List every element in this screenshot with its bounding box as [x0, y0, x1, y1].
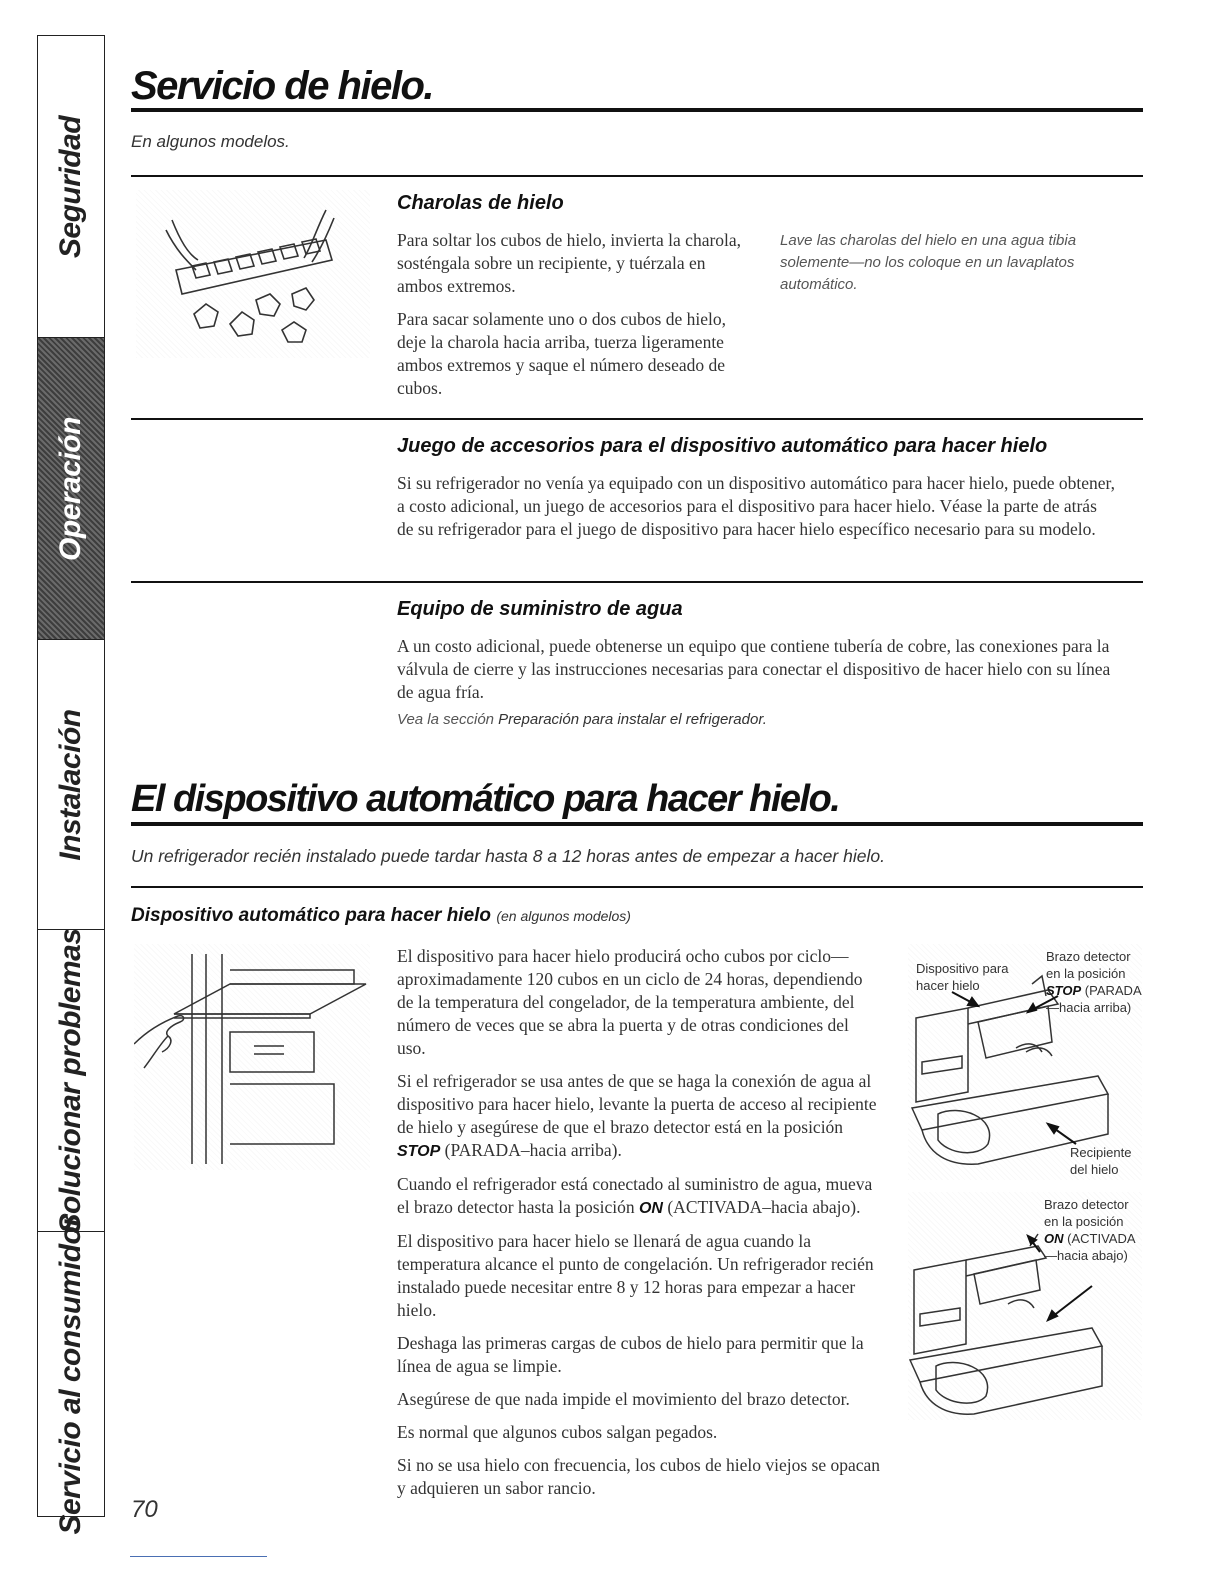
tab-solucionar-problemas[interactable] — [38, 927, 104, 1234]
divider — [131, 581, 1143, 583]
ice-tray-illustration — [136, 190, 370, 358]
tab-label: Operación — [54, 416, 87, 561]
sub-heading-text: Dispositivo automático para hacer hielo — [131, 905, 492, 926]
bottom-link-line — [130, 1556, 267, 1557]
callout-text: Brazo detector en la posición — [1046, 949, 1131, 981]
callout-on-label: ON — [1044, 1231, 1064, 1246]
juego-body — [397, 472, 1117, 551]
stop-label: STOP — [397, 1143, 441, 1160]
tab-seguridad[interactable] — [38, 36, 104, 338]
dispositivo-paragraph-1: El dispositivo para hacer hielo producirá ocho cubos por ciclo—aproximadamente 120 cubos en un ciclo de 24 horas, dependiendo de la temperatura del congelador, de la temperatura ambiente, del número de veces que se abra la puerta y de otras condiciones del uso. — [397, 946, 863, 1058]
ice-tray-icon — [136, 190, 370, 358]
divider — [131, 418, 1143, 420]
equipo-body — [397, 635, 1117, 731]
section-note: Un refrigerador recién instalado puede tardar hasta 8 a 12 horas antes de empezar a hacer hielo. — [131, 846, 885, 866]
on-label: ON — [638, 1200, 663, 1217]
freezer-door-illustration — [134, 944, 370, 1170]
icemaker-on-illustration — [908, 1192, 1142, 1420]
tab-servicio-al-consumidor[interactable] — [38, 1215, 104, 1535]
tab-label: Instalación — [54, 708, 87, 861]
dispositivo-paragraph-2 — [397, 1070, 881, 1163]
dispositivo-paragraph-8: Si no se usa hielo con frecuencia, los cubos de hielo viejos se opacan y adquieren un sabor rancio. — [397, 1455, 881, 1498]
callout-brazo-on — [1044, 1196, 1140, 1264]
section-title-dispositivo-automatico: El dispositivo automático para hacer hielo. — [131, 778, 840, 820]
dispositivo-paragraph-5: Deshaga las primeras cargas de cubos de hielo para permitir que la línea de agua se limpie. — [397, 1333, 864, 1376]
callout-text: (ACTIVADA —hacia abajo) — [1044, 1231, 1135, 1263]
heading-dispositivo-automatico — [131, 905, 631, 927]
tab-label: Seguridad — [54, 115, 87, 258]
reference-prefix: Vea la sección — [397, 711, 499, 728]
icemaker-stop-illustration — [908, 944, 1142, 1180]
heading-equipo-de-suministro: Equipo de suministro de agua — [397, 598, 683, 620]
divider — [131, 886, 1143, 888]
juego-paragraph-1: Si su refrigerador no venía ya equipado con un dispositivo automático para hacer hielo, puede obtener, a costo adicional, un juego de accesorios para el dispositivo para hacer hielo. Véase la parte de atrás de su refrigerador para el juego de dispositivo para hacer hielo específico necesario para su modelo. — [397, 473, 1116, 539]
tab-label: Servicio al consumidor — [54, 1215, 87, 1535]
callout-brazo-stop — [1046, 948, 1142, 1016]
title-rule — [131, 822, 1143, 826]
callout-text: Brazo detector en la posición — [1044, 1197, 1129, 1229]
charolas-body — [397, 229, 743, 410]
equipo-reference — [397, 708, 1117, 731]
text-segment: (ACTIVADA–hacia abajo). — [662, 1197, 861, 1217]
charolas-side-note: Lave las charolas del hielo en una agua tibia solemente—no los coloque en un lavaplatos automático. — [780, 232, 1077, 293]
title-rule — [131, 108, 1143, 112]
side-tab-nav — [37, 35, 105, 1535]
divider — [131, 175, 1143, 177]
sub-heading-note: (en algunos modelos) — [496, 908, 631, 924]
equipo-paragraph-1: A un costo adicional, puede obtenerse un equipo que contiene tubería de cobre, las conexiones para la válvula de cierre y las instrucciones necesarias para conectar el dispositivo de hacer hielo con su línea de agua fría. — [397, 636, 1111, 702]
tab-label: Solucionar problemas — [54, 927, 87, 1234]
dispositivo-paragraph-6: Asegúrese de que nada impide el movimiento del brazo detector. — [397, 1389, 850, 1409]
heading-charolas-de-hielo: Charolas de hielo — [397, 192, 564, 214]
callout-text: (PARADA —hacia arriba) — [1046, 983, 1141, 1015]
text-segment: Si el refrigerador se usa antes de que se haga la conexión de agua al dispositivo para hacer hielo, levante la puerta de acceso al recipiente de hielo y asegúrese de que el brazo detector está en la posición — [397, 1071, 877, 1137]
text-segment: (PARADA–hacia arriba). — [440, 1140, 622, 1160]
heading-juego-de-accesorios: Juego de accesorios para el dispositivo automático para hacer hielo — [397, 435, 1048, 457]
text-segment: Cuando el refrigerador está conectado al suministro de agua, mueva el brazo detector hasta la posición — [397, 1174, 873, 1217]
tab-instalacion[interactable] — [38, 640, 104, 930]
tab-operacion[interactable] — [38, 338, 104, 640]
reference-link[interactable]: Preparación para instalar el refrigerador. — [498, 711, 767, 728]
page-number: 70 — [131, 1496, 158, 1523]
dispositivo-paragraph-3 — [397, 1173, 881, 1220]
dispositivo-body — [397, 945, 881, 1510]
dispositivo-paragraph-7: Es normal que algunos cubos salgan pegados. — [397, 1422, 718, 1442]
callout-stop-label: STOP — [1046, 983, 1082, 998]
charolas-paragraph-2: Para sacar solamente uno o dos cubos de hielo, deje la charola hacia arriba, tuerza ligeramente ambos extremos y saque el número deseado de cubos. — [397, 309, 727, 398]
section-title-servicio-de-hielo: Servicio de hielo. — [131, 64, 434, 108]
charolas-paragraph-1: Para soltar los cubos de hielo, invierta la charola, sosténgala sobre un recipiente, y tuérzala en ambos extremos. — [397, 230, 742, 296]
freezer-door-icon — [134, 944, 370, 1170]
dispositivo-paragraph-4: El dispositivo para hacer hielo se llenará de agua cuando la temperatura alcance el punto de congelación. Un refrigerador recién instalado puede necesitar entre 8 y 12 horas para empezar a hacer hielo. — [397, 1231, 874, 1320]
callout-recipiente: Recipiente del hielo — [1070, 1145, 1132, 1177]
section-note: En algunos modelos. — [131, 132, 290, 151]
callout-dispositivo: Dispositivo para hacer hielo — [916, 961, 1009, 993]
